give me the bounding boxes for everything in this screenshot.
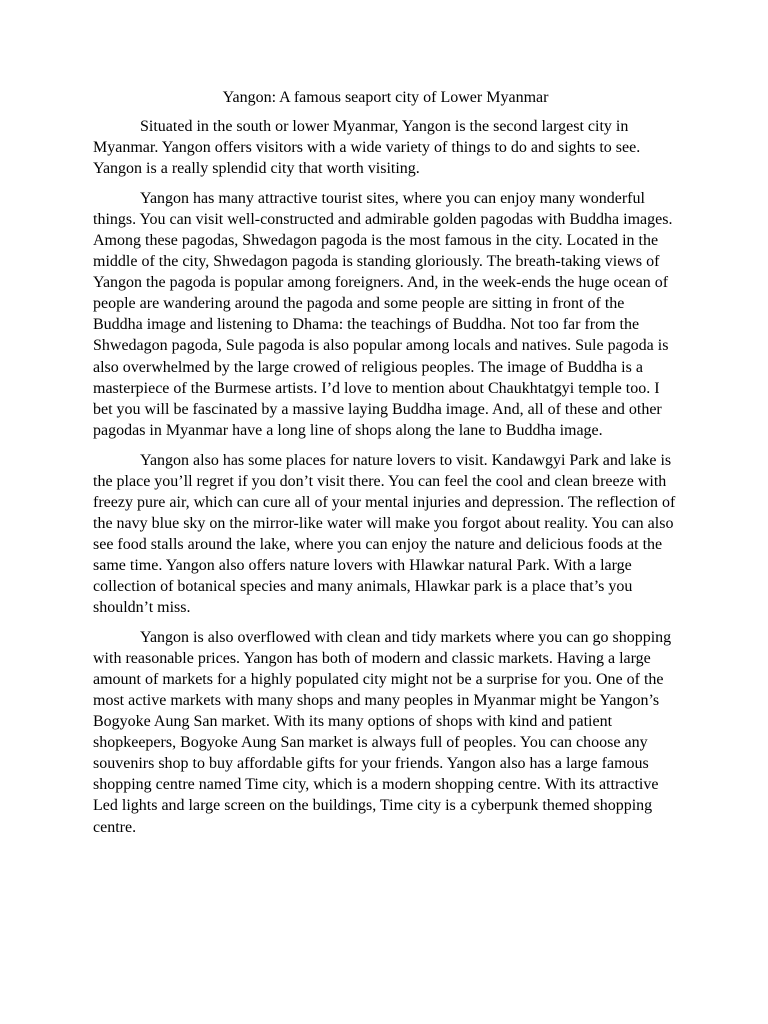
paragraph-markets: Yangon is also overflowed with clean and tidy markets where you can go shopping with reasonable prices. Yangon has both of modern and classic markets. Having a large amount of markets for a highly populated city might not be a surprise for you. One of the most active markets with many shops and many peoples in Myanmar might be Yangon’s Bogyoke Aung San market. With its many options of shops with kind and patient shopkeepers, Bogyoke Aung San market is always full of peoples. You can choose any souvenirs shop to buy affordable gifts for your friends. Yangon also has a large famous shopping centre named Time city, which is a modern shopping centre. With its attractive Led lights and large screen on the buildings, Time city is a cyberpunk themed shopping centre. (93, 629, 672, 836)
paragraph-intro: Situated in the south or lower Myanmar, Yangon is the second largest city in Myanmar. Yangon offers visitors with a wide variety of things to do and sights to see. Yangon is a really splendid city that worth visiting. (93, 118, 641, 178)
document-page (93, 86, 678, 838)
paragraph-pagodas: Yangon has many attractive tourist sites, where you can enjoy many wonderful things. You can visit well-constructed and admirable golden pagodas with Buddha images. Among these pagodas, Shwedagon pagoda is the most famous in the city. Located in the middle of the city, Shwedagon pagoda is standing gloriously. The breath-taking views of Yangon the pagoda is popular among foreigners. And, in the week-ends the huge ocean of people are wandering around the pagoda and some people are sitting in front of the Buddha image and listening to Dhama: the teachings of Buddha. Not too far from the Shwedagon pagoda, Sule pagoda is also popular among locals and natives. Sule pagoda is also overwhelmed by the large crowed of religious peoples. The image of Buddha is a masterpiece of the Burmese artists. I’d love to mention about Chaukhtatgyi temple too. I bet you will be fascinated by a massive laying Buddha image. And, all of these and other pagodas in Myanmar have a long line of shops along the lane to Buddha image. (93, 190, 673, 439)
document-title: Yangon: A famous seaport city of Lower Myanmar (222, 89, 549, 106)
paragraph-nature: Yangon also has some places for nature lovers to visit. Kandawgyi Park and lake is the place you’ll regret if you don’t visit there. You can feel the cool and clean breeze with freezy pure air, which can cure all of your mental injuries and depression. The reflection of the navy blue sky on the mirror-like water will make you forgot about reality. You can also see food stalls around the lake, where you can enjoy the nature and delicious foods at the same time. Yangon also offers nature lovers with Hlawkar natural Park. With a large collection of botanical species and many animals, Hlawkar park is a place that’s you shouldn’t miss. (93, 451, 676, 617)
